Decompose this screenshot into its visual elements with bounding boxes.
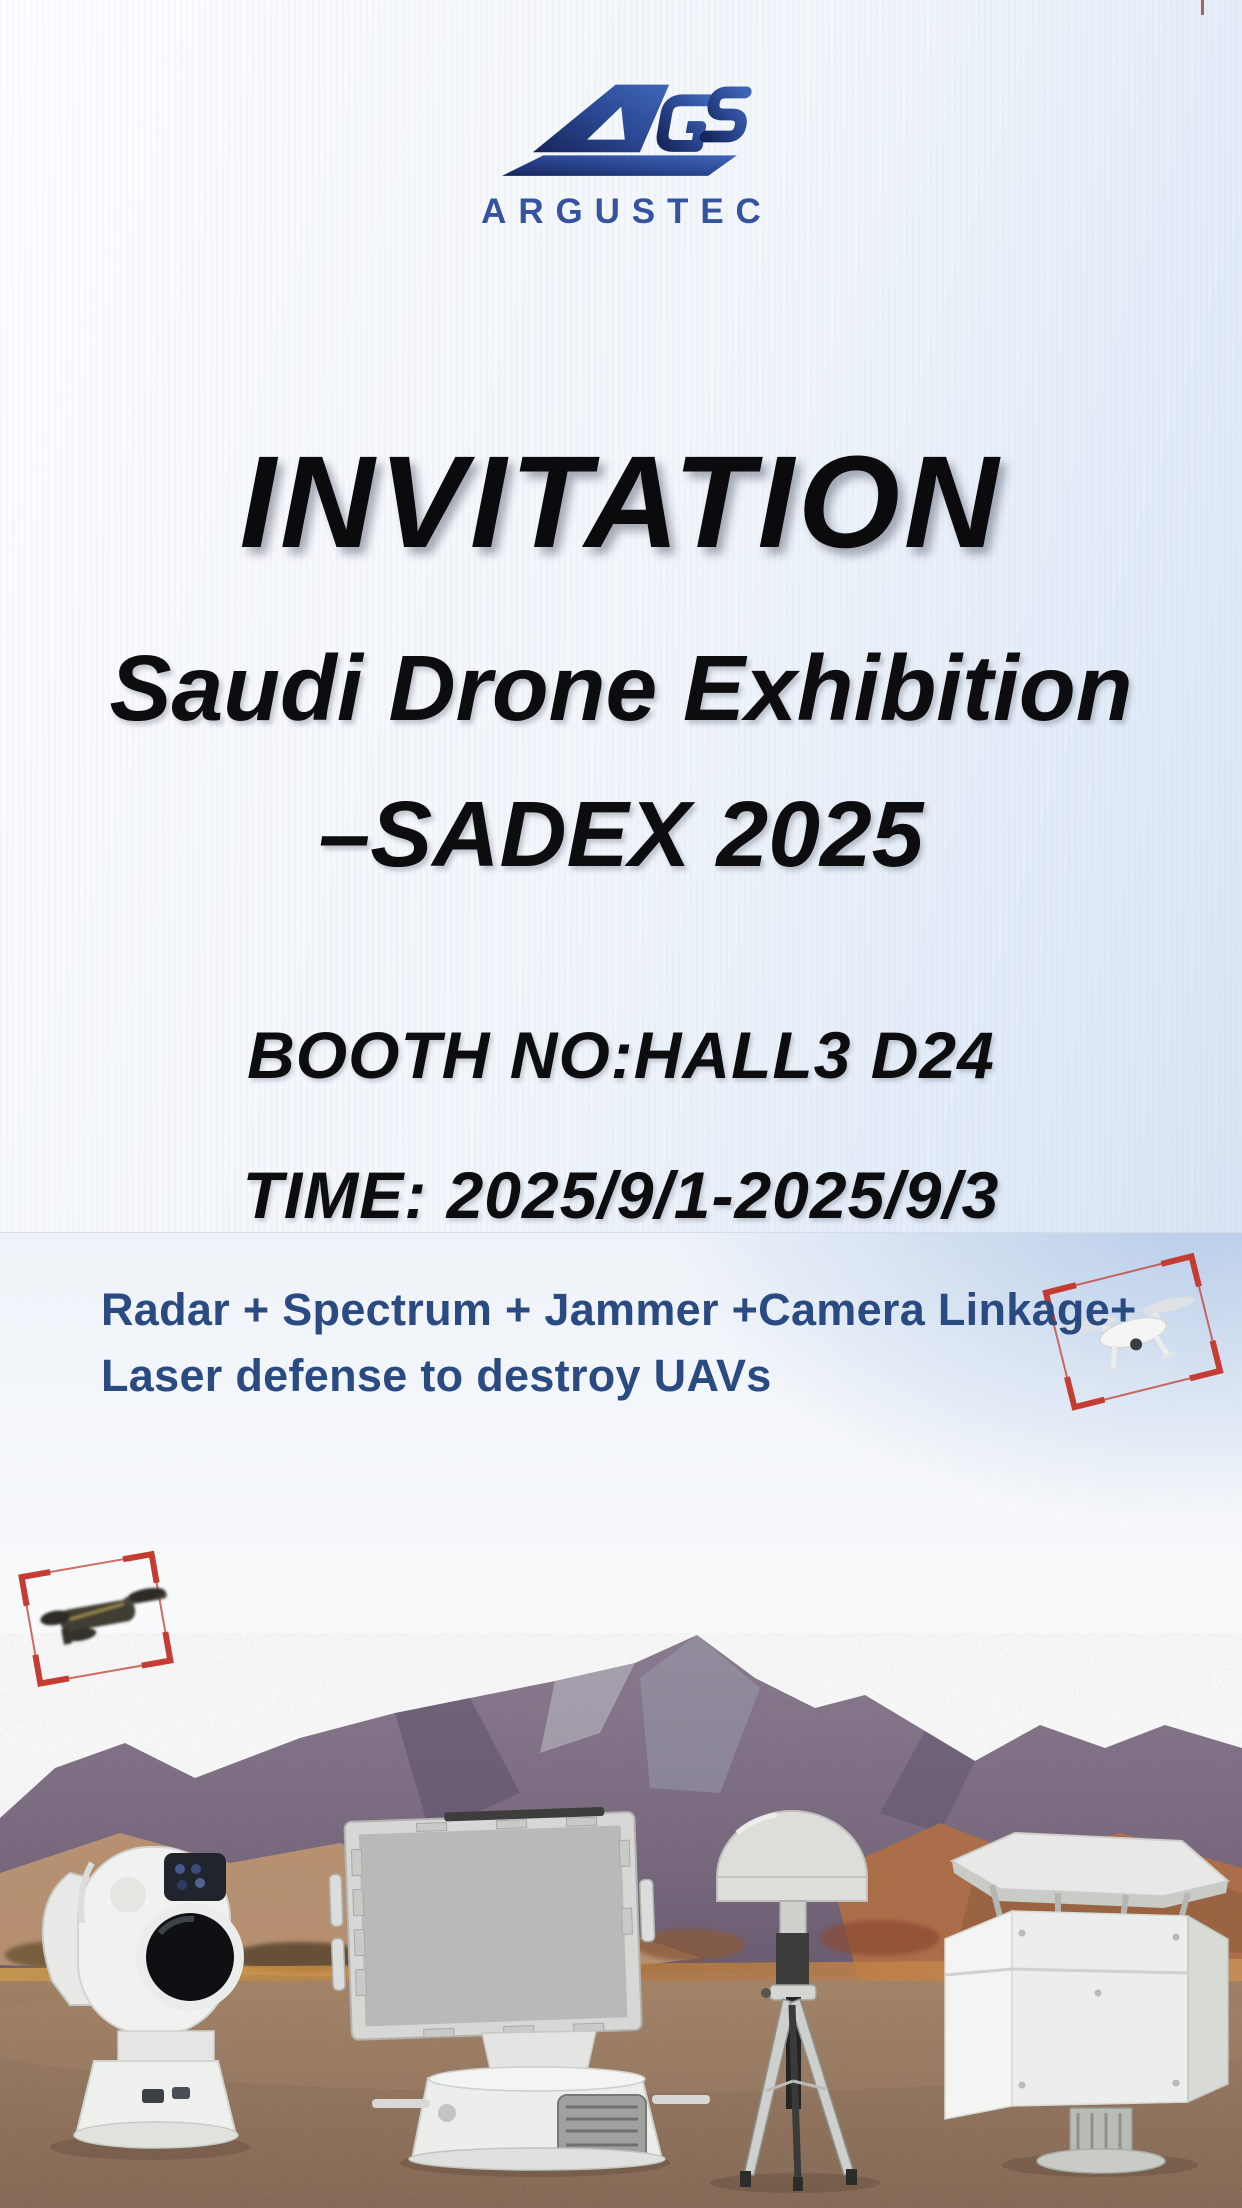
event-name-line2: –SADEX 2025 — [318, 782, 924, 886]
ags-logo-icon — [476, 72, 766, 190]
brand-name: ARGUSTEC — [481, 192, 773, 231]
logo-swoosh — [502, 155, 737, 175]
logo-letter-a — [533, 85, 669, 153]
logo-letter-s — [706, 92, 747, 136]
photo-section — [0, 1232, 1242, 2208]
event-name-line1: Saudi Drone Exhibition — [109, 636, 1133, 740]
features-line2: Laser defense to destroy UAVs — [101, 1350, 772, 1401]
event-time: TIME: 2025/9/1-2025/9/3 — [242, 1158, 1000, 1232]
red-tick-artifact — [1201, 0, 1204, 15]
radar-panel-image — [327, 1805, 658, 2040]
argustec-logo — [0, 72, 1242, 232]
booth-number: BOOTH NO:HALL3 D24 — [247, 1018, 995, 1092]
feature-text — [101, 1277, 1137, 1409]
poster-title: INVITATION — [239, 427, 1003, 575]
features-line1: Radar + Spectrum + Jammer +Camera Linkage+ — [101, 1284, 1137, 1335]
